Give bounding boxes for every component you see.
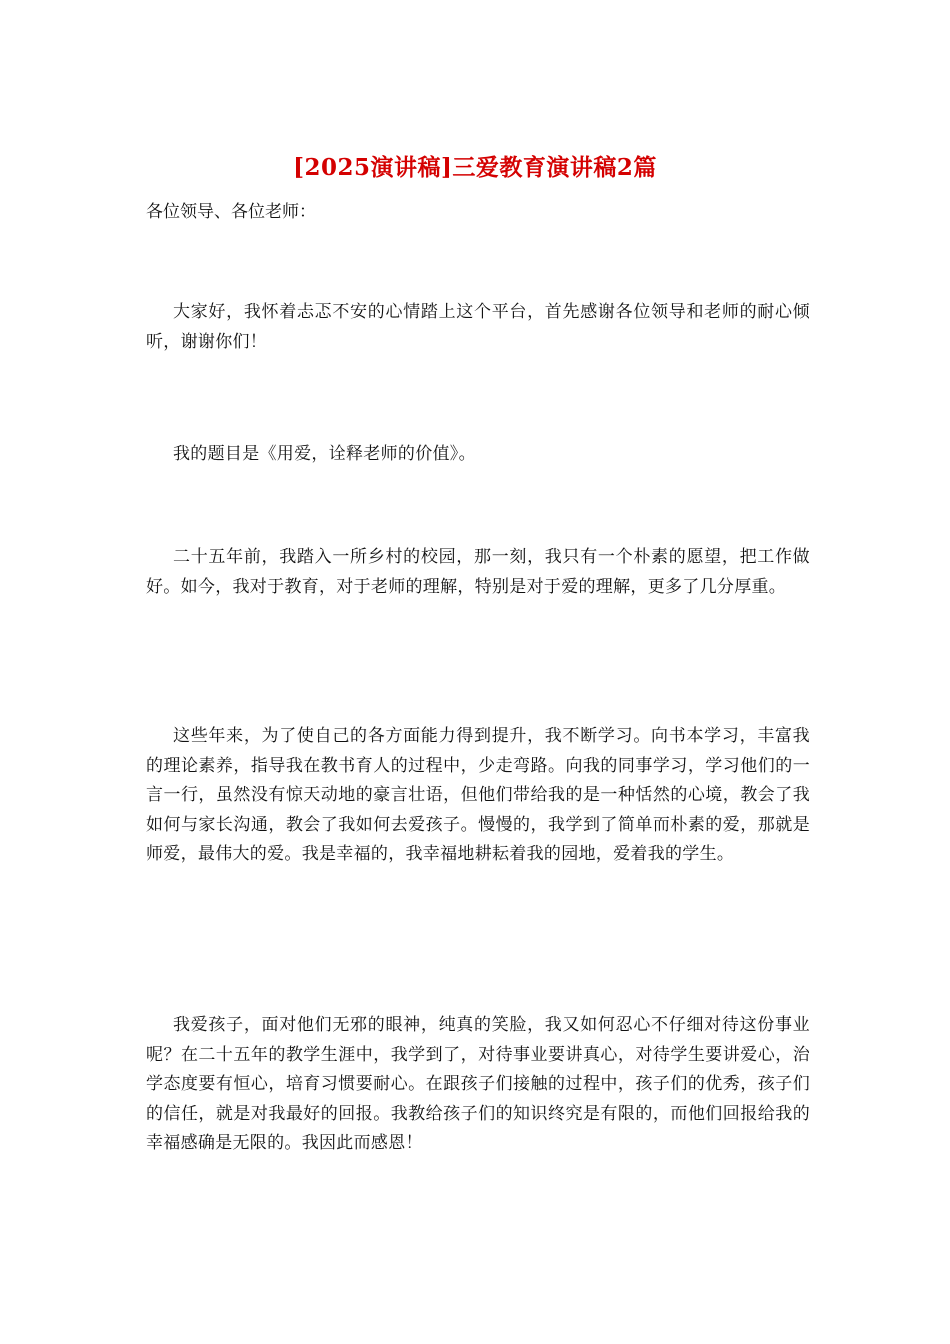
paragraph-learning: 这些年来，为了使自己的各方面能力得到提升，我不断学习。向书本学习，丰富我的理论素养，指导我在教书育人的过程中，少走弯路。向我的同事学习，学习他们的一言一行，虽然没有惊天动地的豪言壮语，但他们带给我的是一种恬然的心境，教会了我如何与家长沟通，教会了我如何去爱孩子。慢慢的，我学到了简单而朴素的爱，那就是师爱，最伟大的爱。我是幸福的，我幸福地耕耘着我的园地，爱着我的学生。 (146, 726, 810, 864)
paragraph-topic: 我的题目是《用爱，诠释老师的价值》。 (173, 444, 476, 464)
document-title: [2025演讲稿]三爱教育演讲稿2篇 (293, 154, 657, 181)
paragraph-greeting: 大家好，我怀着忐忑不安的心情踏上这个平台，首先感谢各位领导和老师的耐心倾听，谢谢你们！ (146, 302, 810, 352)
salutation: 各位领导、各位老师： (146, 202, 316, 222)
paragraph-history: 二十五年前，我踏入一所乡村的校园，那一刻，我只有一个朴素的愿望，把工作做好。如今，我对于教育，对于老师的理解，特别是对于爱的理解，更多了几分厚重。 (146, 547, 810, 597)
paragraph-love-children: 我爱孩子，面对他们无邪的眼神，纯真的笑脸，我又如何忍心不仔细对待这份事业呢？在二十五年的教学生涯中，我学到了，对待事业要讲真心，对待学生要讲爱心，治学态度要有恒心，培育习惯要耐心。在跟孩子们接触的过程中，孩子们的优秀，孩子们的信任，就是对我最好的回报。我教给孩子们的知识终究是有限的，而他们回报给我的幸福感确是无限的。我因此而感恩！ (146, 1015, 810, 1153)
